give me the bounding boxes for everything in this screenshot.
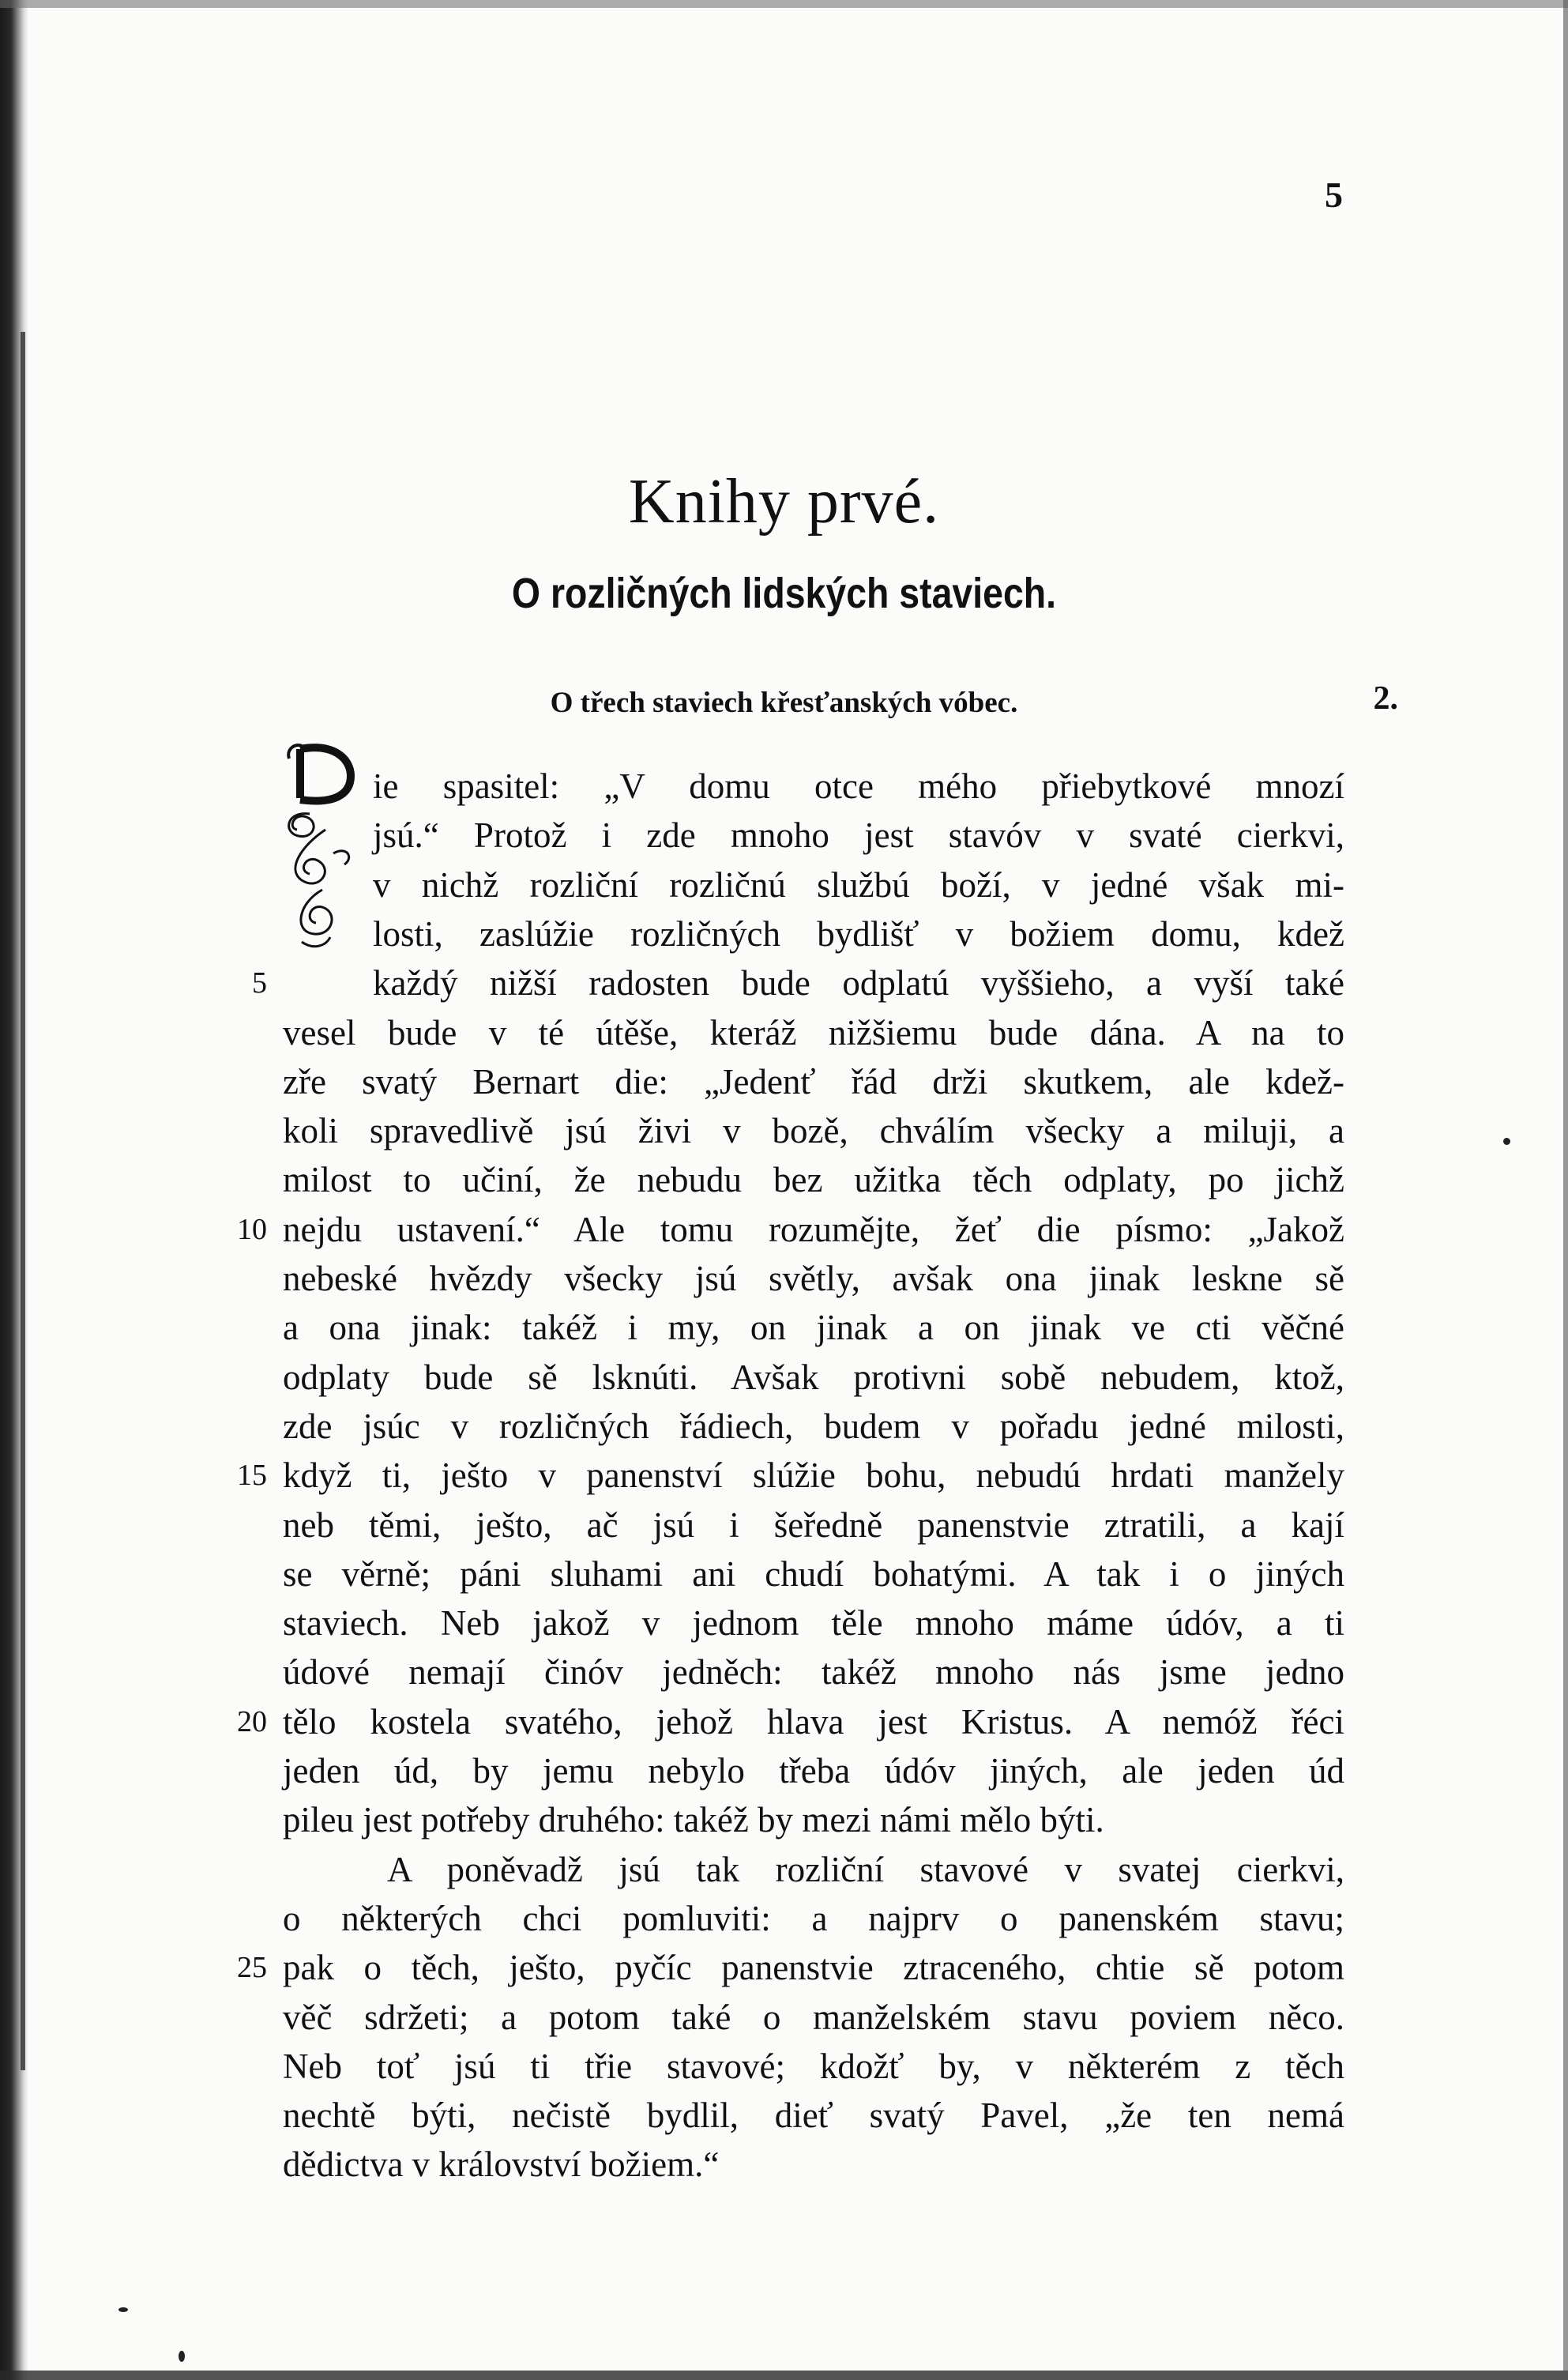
margin-line-number: 25 [237, 1951, 267, 1985]
binding-edge-line [21, 332, 25, 2070]
margin-line-number: 10 [237, 1212, 267, 1246]
text-line: ie spasitel: „V domu otce mého přiebytkové mnozí [373, 766, 1344, 806]
text-line: když ti, ješto v panenství slúžie bohu, nebudú hrdati manžely [283, 1455, 1344, 1496]
text-line: A poněvadž jsú tak rozliční stavové v svatej cierkvi, [387, 1849, 1344, 1889]
text-line: odplaty bude sě lsknúti. Avšak protivni sobě nebudem, ktož, [283, 1357, 1344, 1397]
text-line: každý nižší radosten bude odplatú vyššieho, a vyší také [373, 963, 1344, 1004]
scan-speck [1503, 1138, 1510, 1145]
text-line: nejdu ustavení.“ Ale tomu rozumějte, žeť die písmo: „Jakož [283, 1209, 1344, 1249]
text-line: se věrně; páni sluhami ani chudí bohatými. A tak i o jiných [283, 1553, 1344, 1594]
text-line: o některých chci pomluviti: a najprv o panenském stavu; [283, 1898, 1344, 1938]
book-title: Knihy prvé. [628, 467, 940, 537]
text-line: a ona jinak: takéž i my, on jinak a on jinak ve cti věčné [283, 1308, 1344, 1348]
text-line: Neb toť jsú ti třie stavové; kdožť by, v některém z těch [283, 2046, 1344, 2086]
text-line: údové nemají činóv jedněch: takéž mnoho nás jsme jedno [283, 1652, 1344, 1693]
text-line: losti, zaslúžie rozličných bydlišť v božiem domu, kdež [373, 913, 1344, 954]
text-line: zde jsúc v rozličných řádiech, budem v pořadu jedné milosti, [283, 1406, 1344, 1446]
text-line: zře svatý Bernart die: „Jedenť řád drži skutkem, ale kdež- [283, 1061, 1344, 1102]
section-number: 2. [1373, 680, 1398, 717]
text-line: staviech. Neb jakož v jednom těle mnoho máme údóv, a ti [283, 1603, 1344, 1644]
page-number: 5 [1325, 175, 1343, 215]
text-line: nechtě býti, nečistě bydlil, dieť svatý Pavel, „že ten nemá [283, 2096, 1344, 2136]
text-line: vesel bude v té útěše, kteráž nižšiemu bude dána. A na to [283, 1012, 1344, 1053]
margin-line-number: 15 [237, 1459, 267, 1493]
text-line: pileu jest potřeby druhého: takéž by mezi námi mělo býti. [283, 1800, 1104, 1840]
text-line: tělo kostela svatého, jehož hlava jest Kristus. A nemóž řéci [283, 1701, 1344, 1742]
margin-line-number: 20 [237, 1704, 267, 1738]
text-line: pak o těch, ješto, pyčíc panenstvie ztraceného, chtie sě potom [283, 1948, 1344, 1988]
decorative-initial-d [278, 735, 365, 972]
ornamental-initial-icon [278, 735, 365, 972]
scan-speck [179, 2351, 185, 2362]
section-heading: O třech staviech křesťanských vóbec. [550, 687, 1018, 719]
text-line: milost to učiní, že nebudu bez užitka těch odplaty, po jichž [283, 1160, 1344, 1200]
scan-speck [118, 2307, 128, 2312]
text-line: neb těmi, ješto, ač jsú i šeředně panenstvie ztratili, a kají [283, 1504, 1344, 1545]
margin-line-number: 5 [252, 966, 267, 1000]
top-scan-edge [0, 0, 1568, 8]
right-scan-edge [1563, 0, 1568, 2380]
text-line: jeden úd, by jemu nebylo třeba údóv jiných, ale jeden úd [283, 1751, 1344, 1791]
chapter-subtitle: O rozličných lidských staviech. [511, 570, 1057, 617]
text-line: v nichž rozliční rozličnú službú boží, v jedné však mi- [373, 864, 1344, 905]
text-line: jsú.“ Protož i zde mnoho jest stavóv v svaté cierkvi, [373, 815, 1344, 856]
text-line: dědictva v království božiem.“ [283, 2145, 720, 2185]
text-line: věč sdržeti; a potom také o manželském stavu poviem něco. [283, 1997, 1344, 2037]
bottom-scan-edge [0, 2371, 1568, 2380]
text-line: nebeské hvězdy všecky jsú světly, avšak ona jinak leskne sě [283, 1259, 1344, 1298]
text-line: koli spravedlivě jsú živi v bozě, chválím všecky a miluji, a [283, 1111, 1344, 1151]
